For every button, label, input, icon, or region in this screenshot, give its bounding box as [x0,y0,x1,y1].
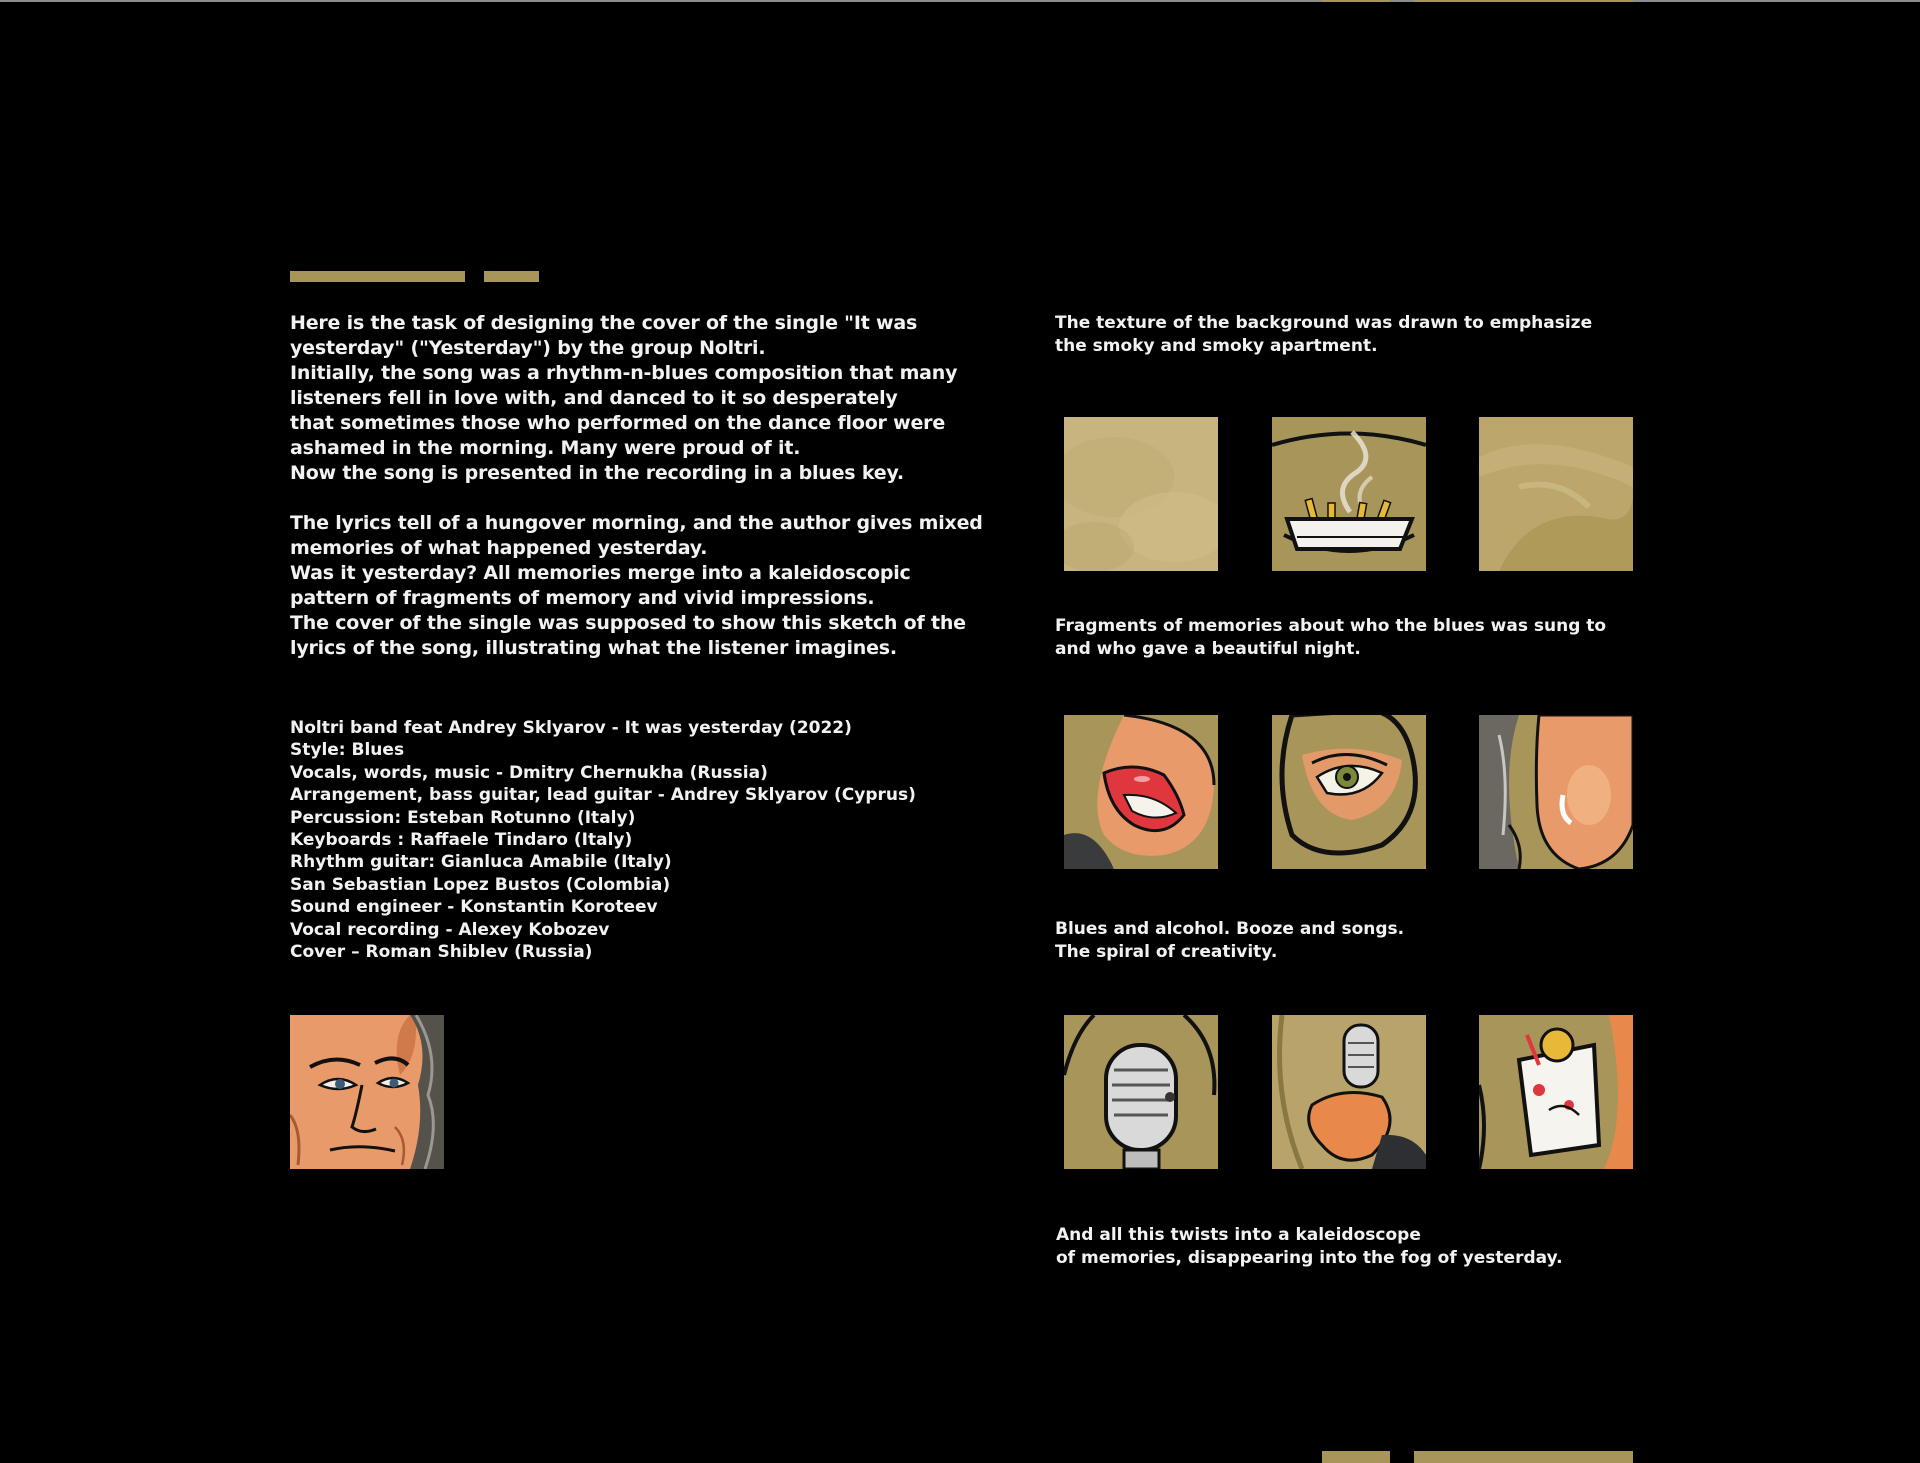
cocktail-glass-image [1479,1015,1633,1169]
cheek-closeup-image [1479,715,1633,869]
heading-accent-bar-short [484,271,539,282]
heading-accent-bar-long [290,271,465,282]
caption-fragments: Fragments of memories about who the blues was sung to and who gave a beautiful night. [1055,616,1607,659]
hand-microphone-image [1272,1015,1426,1169]
microphone-closeup-image [1064,1015,1218,1169]
song-credits: Noltri band feat Andrey Sklyarov - It was yesterday (2022) Style: Blues Vocals, words, music - Dmitry Chernukha (Russia) Arrangement, bass guitar, lead guitar - Andrey Sklyarov (Cyprus) Percussion: Esteban Rotunno (Italy) Keyboards : Raffaele Tindaro (Italy) Rhythm guitar: Gianluca Amabile (Italy) San Sebastian Lopez Bustos (Colombia) Sound engineer - Konstantin Koroteev Vocal recording - Alexey Kobozev Cover – Roman Shiblev (Russia) [290,718,916,963]
caption-texture: The texture of the background was drawn to emphasize the smoky and smoky apartment. [1055,313,1593,356]
bottom-accent-bar-large [1414,1451,1633,1463]
top-accent-bar-small [1322,0,1390,2]
ashtray-cigarettes-image [1272,417,1426,571]
caption-blues: Blues and alcohol. Booze and songs. The spiral of creativity. [1055,919,1405,962]
bottom-accent-bar-small [1322,1451,1390,1463]
caption-kaleidoscope: And all this twists into a kaleidoscope of memories, disappearing into the fog of yesterday. [1056,1225,1563,1268]
texture-smoke-image [1479,417,1633,571]
texture-plain-image [1064,417,1218,571]
eye-closeup-image [1272,715,1426,869]
face-portrait-image [290,1015,444,1169]
lips-closeup-image [1064,715,1218,869]
project-description: Here is the task of designing the cover of the single "It was yesterday" ("Yesterday") by the group Noltri. Initially, the song was a rhythm-n-blues composition that many listeners fell in love with, and danced to it so desperately that sometimes those who performed on the dance floor were ashamed in the morning. Many were proud of it. Now the song is presented in the recording in a blues key. The lyrics tell of a hungover morning, and the author gives mixed memories of what happened yesterday. Was it yesterday? All memories merge into a kaleidoscopic pattern of fragments of memory and vivid impressions. The cover of the single was supposed to show this sketch of the lyrics of the song, illustrating what the listener imagines. [290,312,983,659]
top-accent-bar-large [1414,0,1633,2]
